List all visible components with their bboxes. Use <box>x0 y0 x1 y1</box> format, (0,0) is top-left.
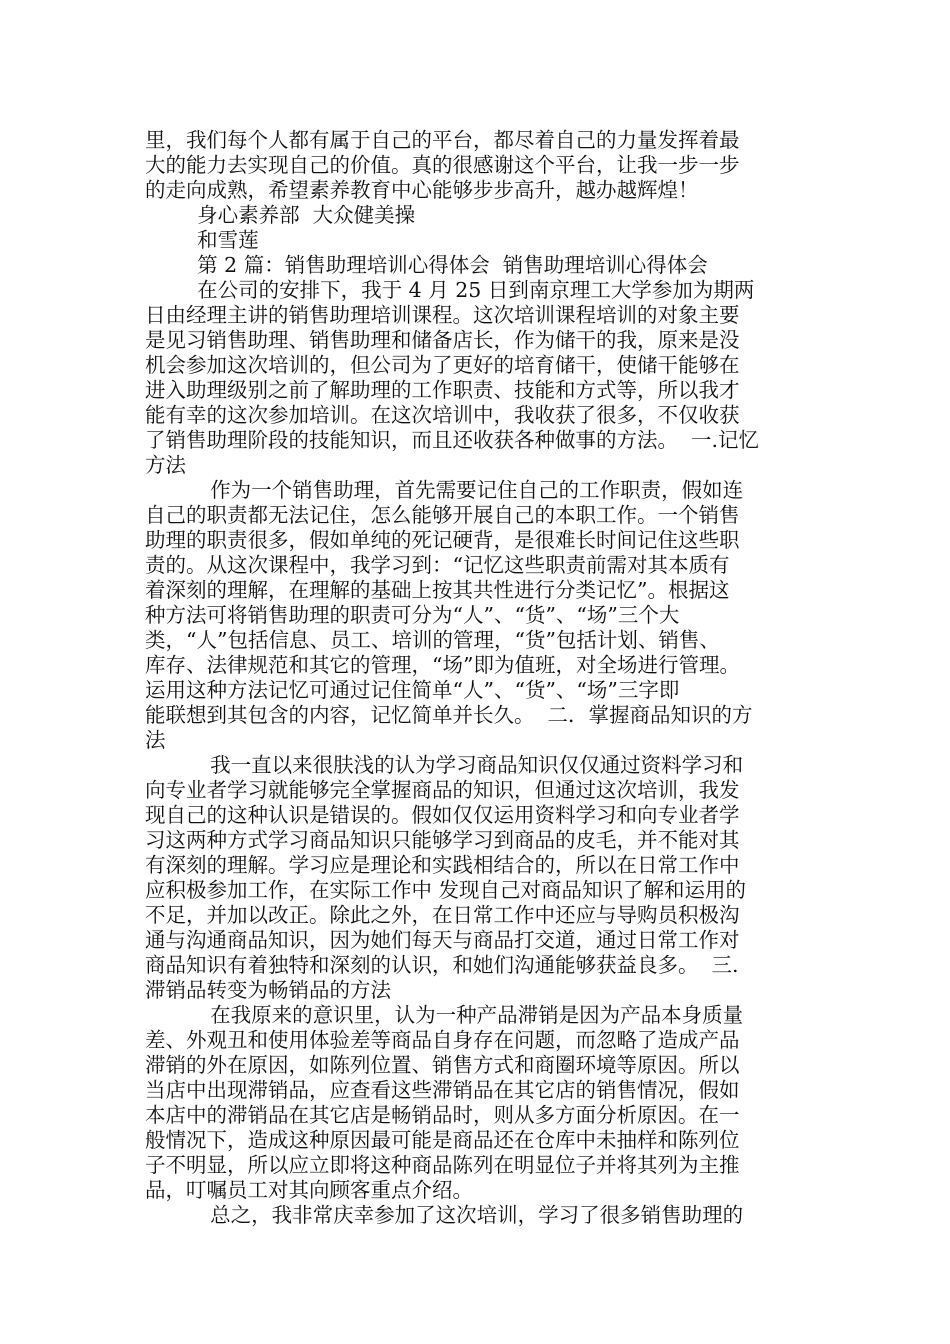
text-line: 在我原来的意识里，认为一种产品滞销是因为产品本身质量 <box>145 1003 744 1027</box>
text-line: 总之，我非常庆幸参加了这次培训，学习了很多销售助理的 <box>145 1203 744 1227</box>
text-line: 能联想到其包含的内容，记忆简单并长久。 二．掌握商品知识的方 <box>145 703 753 727</box>
text-line: 般情况下，造成这种原因最可能是商品还在仓库中未抽样和陈列位 <box>145 1128 740 1152</box>
text-line: 自己的职责都无法记住，怎么能够开展自己的本职工作。一个销售 <box>145 503 740 527</box>
text-line: 里，我们每个人都有属于自己的平台，都尽着自己的力量发挥着最 <box>145 128 740 152</box>
text-line: 滞销的外在原因，如陈列位置、销售方式和商圈环境等原因。所以 <box>145 1053 740 1077</box>
text-line: 库存、法律规范和其它的管理，“场”即为值班，对全场进行管理。 <box>145 653 740 677</box>
text-line: 机会参加这次培训的，但公司为了更好的培育储干，使储干能够在 <box>145 353 740 377</box>
text-line: 日由经理主讲的销售助理培训课程。这次培训课程培训的对象主要 <box>145 303 740 327</box>
text-line: 我一直以来很肤浅的认为学习商品知识仅仅通过资料学习和 <box>145 753 744 777</box>
text-line: 的走向成熟，希望素养教育中心能够步步高升，越办越辉煌！ <box>145 178 699 202</box>
text-line: 了销售助理阶段的技能知识，而且还收获各种做事的方法。 一.记忆 <box>145 428 760 452</box>
text-line: 品，叮嘱员工对其向顾客重点介绍。 <box>145 1178 473 1202</box>
text-line: 助理的职责很多，假如单纯的死记硬背，是很难长时间记住这些职 <box>145 528 740 552</box>
text-line: 通与沟通商品知识，因为她们每天与商品打交道，通过日常工作对 <box>145 928 740 952</box>
text-line: 在公司的安排下，我于 4 月 25 日到南京理工大学参加为期两 <box>145 278 755 302</box>
text-line: 大的能力去实现自己的价值。真的很感谢这个平台，让我一步一步 <box>145 153 740 177</box>
text-line: 种方法可将销售助理的职责可分为“人”、“货”、“场”三个大 <box>145 603 680 627</box>
article-body <box>145 128 825 1228</box>
text-line: 法 <box>145 728 166 752</box>
text-line: 是见习销售助理、销售助理和储备店长，作为储干的我，原来是没 <box>145 328 740 352</box>
text-line: 运用这种方法记忆可通过记住简单“人”、“货”、“场”三字即 <box>145 678 680 702</box>
text-line: 进入助理级别之前了解助理的工作职责、技能和方式等，所以我才 <box>145 378 740 402</box>
text-line: 向专业者学习就能够完全掌握商品的知识，但通过这次培训，我发 <box>145 778 740 802</box>
text-line: 有深刻的理解。学习应是理论和实践相结合的，所以在日常工作中 <box>145 853 740 877</box>
text-line: 当店中出现滞销品，应查看这些滞销品在其它店的销售情况，假如 <box>145 1078 740 1102</box>
text-line: 第 2 篇：销售助理培训心得体会 销售助理培训心得体会 <box>145 253 708 277</box>
text-line: 方法 <box>145 453 186 477</box>
text-line: 身心素养部 大众健美操 <box>145 203 416 227</box>
text-line: 应积极参加工作，在实际工作中 发现自己对商品知识了解和运用的 <box>145 878 747 902</box>
text-line: 着深刻的理解，在理解的基础上按其共性进行分类记忆”。根据这 <box>145 578 730 602</box>
text-line: 责的。从这次课程中，我学习到：“记忆这些职责前需对其本质有 <box>145 553 730 577</box>
text-line: 商品知识有着独特和深刻的认识，和她们沟通能够获益良多。 三. <box>145 953 739 977</box>
text-line: 能有幸的这次参加培训。在这次培训中，我收获了很多，不仅收获 <box>145 403 740 427</box>
text-line: 差、外观丑和使用体验差等商品自身存在问题，而忽略了造成产品 <box>145 1028 740 1052</box>
text-line: 和雪莲 <box>145 228 259 252</box>
text-line: 子不明显，所以应立即将这种商品陈列在明显位子并将其列为主推 <box>145 1153 740 1177</box>
text-line: 类，“人”包括信息、员工、培训的管理，“货”包括计划、销售、 <box>145 628 720 652</box>
text-line: 本店中的滞销品在其它店是畅销品时，则从多方面分析原因。在一 <box>145 1103 740 1127</box>
text-line: 现自己的这种认识是错误的。假如仅仅运用资料学习和向专业者学 <box>145 803 740 827</box>
text-line: 滞销品转变为畅销品的方法 <box>145 978 391 1002</box>
text-line: 习这两种方式学习商品知识只能够学习到商品的皮毛，并不能对其 <box>145 828 740 852</box>
text-line: 作为一个销售助理，首先需要记住自己的工作职责，假如连 <box>145 478 744 502</box>
text-line: 不足，并加以改正。除此之外，在日常工作中还应与导购员积极沟 <box>145 903 740 927</box>
